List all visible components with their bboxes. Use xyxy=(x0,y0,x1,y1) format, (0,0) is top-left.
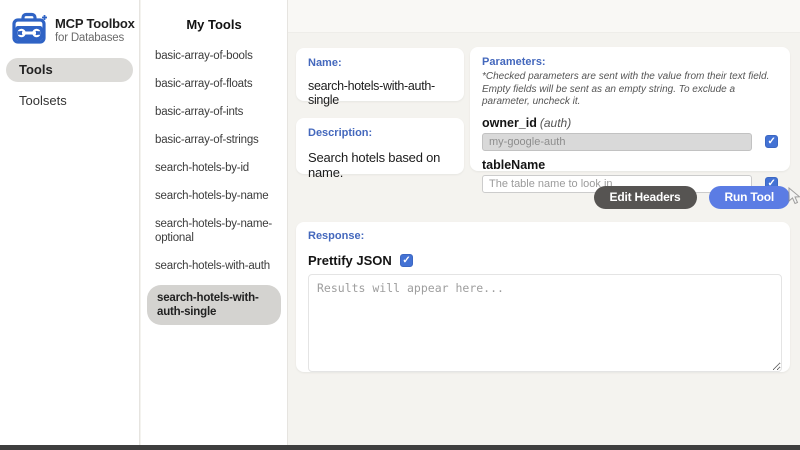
app-logo xyxy=(11,12,135,50)
response-card xyxy=(296,222,790,372)
response-output-textarea[interactable] xyxy=(308,274,782,372)
run-tool-button[interactable]: Run Tool xyxy=(709,186,791,209)
name-card xyxy=(296,48,464,107)
sidebar-item-tools[interactable]: Tools xyxy=(6,58,133,82)
tool-item-search-hotels-with-auth-single[interactable]: search-hotels-with-auth-single xyxy=(147,285,281,325)
param-owner-id-name: owner_id xyxy=(482,115,537,130)
param-owner-id-checkbox[interactable] xyxy=(765,135,778,148)
name-value: search-hotels-with-auth-single xyxy=(308,79,435,107)
tool-item-search-hotels-by-name-optional[interactable]: search-hotels-by-name-optional xyxy=(155,218,273,244)
name-label: Name: xyxy=(308,57,342,69)
toolbox-logo-icon xyxy=(11,12,49,50)
tool-item-search-hotels-with-auth[interactable]: search-hotels-with-auth xyxy=(155,260,270,272)
tool-item-basic-array-of-strings[interactable]: basic-array-of-strings xyxy=(155,134,259,146)
mouse-cursor xyxy=(788,187,800,210)
brand-title: MCP Toolbox xyxy=(55,16,135,31)
tools-list xyxy=(141,47,287,325)
app-sidebar xyxy=(0,0,140,445)
tools-list-panel xyxy=(141,0,288,445)
param-owner-id-input[interactable] xyxy=(482,133,752,151)
prettify-json-checkbox[interactable] xyxy=(400,254,413,267)
param-owner-id-label xyxy=(482,116,778,130)
tool-detail-area xyxy=(288,0,800,445)
description-label: Description: xyxy=(308,127,373,139)
response-label: Response: xyxy=(308,230,365,242)
param-tablename-name: tableName xyxy=(482,157,546,172)
prettify-json-label: Prettify JSON xyxy=(308,253,392,268)
edit-headers-button[interactable]: Edit Headers xyxy=(594,186,697,209)
actions-row xyxy=(594,186,790,209)
tool-item-search-hotels-by-id[interactable]: search-hotels-by-id xyxy=(155,162,249,174)
sidebar-item-toolsets[interactable]: Toolsets xyxy=(19,93,67,108)
tools-panel-header: My Tools xyxy=(186,17,242,32)
description-card xyxy=(296,118,464,180)
param-tablename-label xyxy=(482,158,778,172)
tool-item-search-hotels-by-name[interactable]: search-hotels-by-name xyxy=(155,190,269,202)
parameters-label: Parameters: xyxy=(482,56,546,68)
top-strip xyxy=(288,0,800,33)
bottom-bar xyxy=(0,445,800,450)
parameters-note: *Checked parameters are sent with the value from their text field. Empty fields will be sent as an empty string. To exclude a parameter, uncheck it. xyxy=(482,71,770,107)
description-value: Search hotels based on name. xyxy=(308,150,441,180)
brand-subtitle: for Databases xyxy=(55,32,124,44)
parameters-card xyxy=(470,47,790,171)
tool-item-basic-array-of-ints[interactable]: basic-array-of-ints xyxy=(155,106,244,118)
param-owner-id-auth-suffix: (auth) xyxy=(539,115,572,130)
tool-item-basic-array-of-floats[interactable]: basic-array-of-floats xyxy=(155,78,253,90)
tool-item-basic-array-of-bools[interactable]: basic-array-of-bools xyxy=(155,50,253,62)
